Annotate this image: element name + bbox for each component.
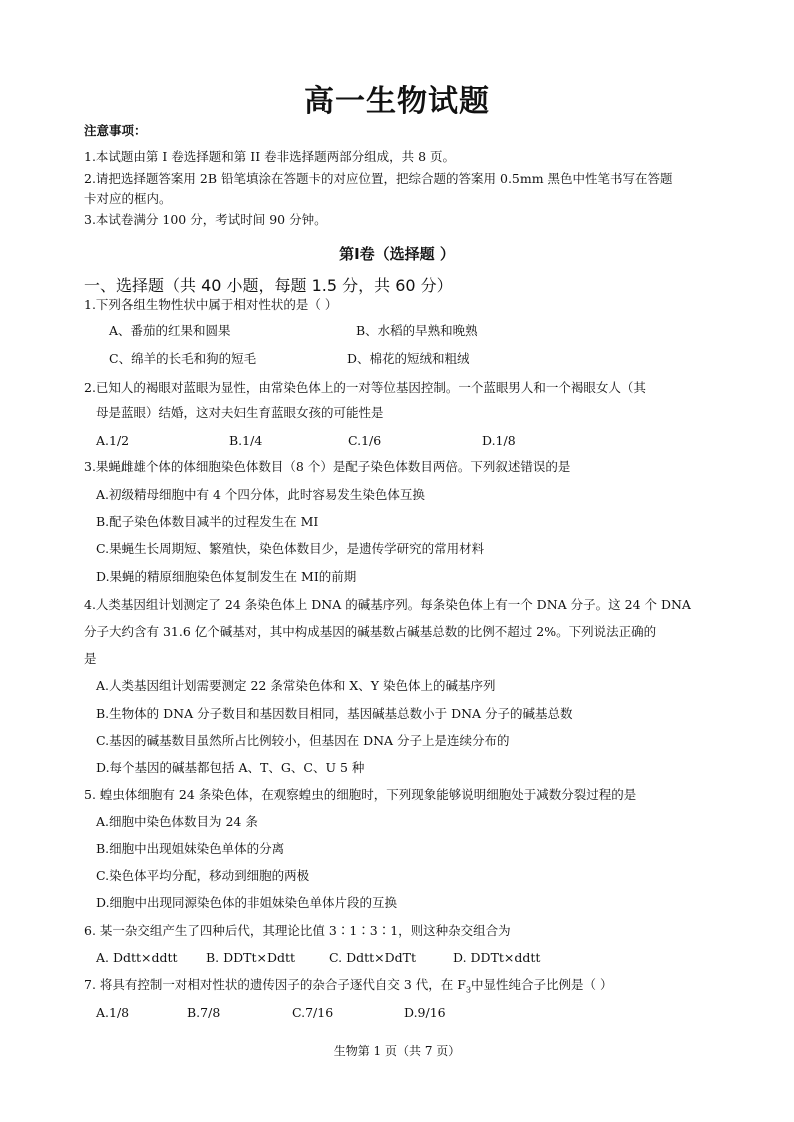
question-7-option-c: C.7/16 xyxy=(292,1005,334,1020)
question-2-stem: 2.已知人的褐眼对蓝眼为显性，由常染色体上的一对等位基因控制。一个蓝眼男人和一个褐眼女人（其 xyxy=(84,380,646,395)
question-7-option-a: A.1/8 xyxy=(96,1005,130,1020)
question-1-option-b: B、水稻的早熟和晚熟 xyxy=(356,323,478,338)
question-4-option-c: C.基因的碱基数目虽然所占比例较小，但基因在 DNA 分子上是连续分布的 xyxy=(96,733,510,748)
question-3-option-b: B.配子染色体数目减半的过程发生在 MⅠ xyxy=(96,514,319,529)
notice-item-2: 2.请把选择题答案用 2B 铅笔填涂在答题卡的对应位置，把综合题的答案用 0.5mm 黑色中性笔书写在答题 xyxy=(84,171,673,186)
question-6-option-c: C. Ddtt×DdTt xyxy=(329,950,416,965)
question-7-stem: 7. 将具有控制一对相对性状的遗传因子的杂合子逐代自交 3 代，在 $F_3$中显性纯合子比例是（ ） xyxy=(84,977,613,995)
question-4-stem-end: 是 xyxy=(84,651,97,666)
question-4-stem: 4.人类基因组计划测定了 24 条染色体上 DNA 的碱基序列。每条染色体上有一个 DNA 分子。这 24 个 DNA xyxy=(84,597,691,612)
question-1-option-c: C、绵羊的长毛和狗的短毛 xyxy=(109,351,257,366)
question-2-option-d: D.1/8 xyxy=(482,433,516,448)
notice-item-3: 3.本试卷满分 100 分，考试时间 90 分钟。 xyxy=(84,212,327,227)
question-5-option-d: D.细胞中出现同源染色体的非姐妹染色单体片段的互换 xyxy=(96,895,398,910)
question-6-option-d: D. DDTt×ddtt xyxy=(453,950,541,965)
question-3-stem: 3.果蝇雌雄个体的体细胞染色体数目（8 个）是配子染色体数目两倍。下列叙述错误的是 xyxy=(84,459,571,474)
question-3-option-a: A.初级精母细胞中有 4 个四分体，此时容易发生染色体互换 xyxy=(96,487,425,502)
question-4-option-d: D.每个基因的碱基都包括 A、T、G、C、U 5 种 xyxy=(96,760,365,775)
question-3-option-d: D.果蝇的精原细胞染色体复制发生在 MⅠ的前期 xyxy=(96,569,357,584)
question-1-stem: 1.下列各组生物性状中属于相对性状的是（ ） xyxy=(84,297,338,312)
question-5-stem: 5. 蝗虫体细胞有 24 条染色体，在观察蝗虫的细胞时，下列现象能够说明细胞处于减数分裂过程的是 xyxy=(84,787,637,802)
question-5-option-b: B.细胞中出现姐妹染色单体的分离 xyxy=(96,841,285,856)
question-2-option-a: A.1/2 xyxy=(96,433,130,448)
notice-item-1: 1.本试题由第 I 卷选择题和第 II 卷非选择题两部分组成，共 8 页。 xyxy=(84,149,456,164)
part-title: 一、选择题（共 40 小题，每题 1.5 分，共 60 分） xyxy=(84,276,453,295)
question-4-option-a: A.人类基因组计划需要测定 22 条常染色体和 X、Y 染色体上的碱基序列 xyxy=(96,678,496,693)
question-2-option-c: C.1/6 xyxy=(348,433,382,448)
question-6-option-b: B. DDTt×Ddtt xyxy=(206,950,296,965)
question-6-stem: 6. 某一杂交组产生了四种后代，其理论比值 3∶1∶3∶1，则这种杂交组合为 xyxy=(84,923,511,938)
question-5-option-a: A.细胞中染色体数目为 24 条 xyxy=(96,814,258,829)
notice-item-2-cont: 卡对应的框内。 xyxy=(84,191,172,206)
question-3-option-c: C.果蝇生长周期短、繁殖快，染色体数目少，是遗传学研究的常用材料 xyxy=(96,541,485,556)
question-1-option-d: D、棉花的短绒和粗绒 xyxy=(347,351,470,366)
page-title: 高一生物试题 xyxy=(304,84,490,119)
question-4-stem-cont: 分子大约含有 31.6 亿个碱基对，其中构成基因的碱基数占碱基总数的比例不超过 2%。下列说法正确的 xyxy=(84,624,657,639)
question-4-option-b: B.生物体的 DNA 分子数目和基因数目相同，基因碱基总数小于 DNA 分子的碱基总数 xyxy=(96,706,573,721)
question-7-option-d: D.9/16 xyxy=(404,1005,446,1020)
question-2-option-b: B.1/4 xyxy=(229,433,263,448)
section-title: 第Ⅰ卷（选择题 ） xyxy=(339,245,455,263)
question-5-option-c: C.染色体平均分配，移动到细胞的两极 xyxy=(96,868,310,883)
question-6-option-a: A. Ddtt×ddtt xyxy=(96,950,178,965)
question-7-option-b: B.7/8 xyxy=(187,1005,221,1020)
notice-heading: 注意事项： xyxy=(84,123,147,138)
page-footer: 生物第 1 页（共 7 页） xyxy=(333,1044,461,1058)
question-1-option-a: A、番茄的红果和圆果 xyxy=(109,323,231,338)
question-2-stem-cont: 母是蓝眼）结婚，这对夫妇生育蓝眼女孩的可能性是 xyxy=(96,405,384,420)
